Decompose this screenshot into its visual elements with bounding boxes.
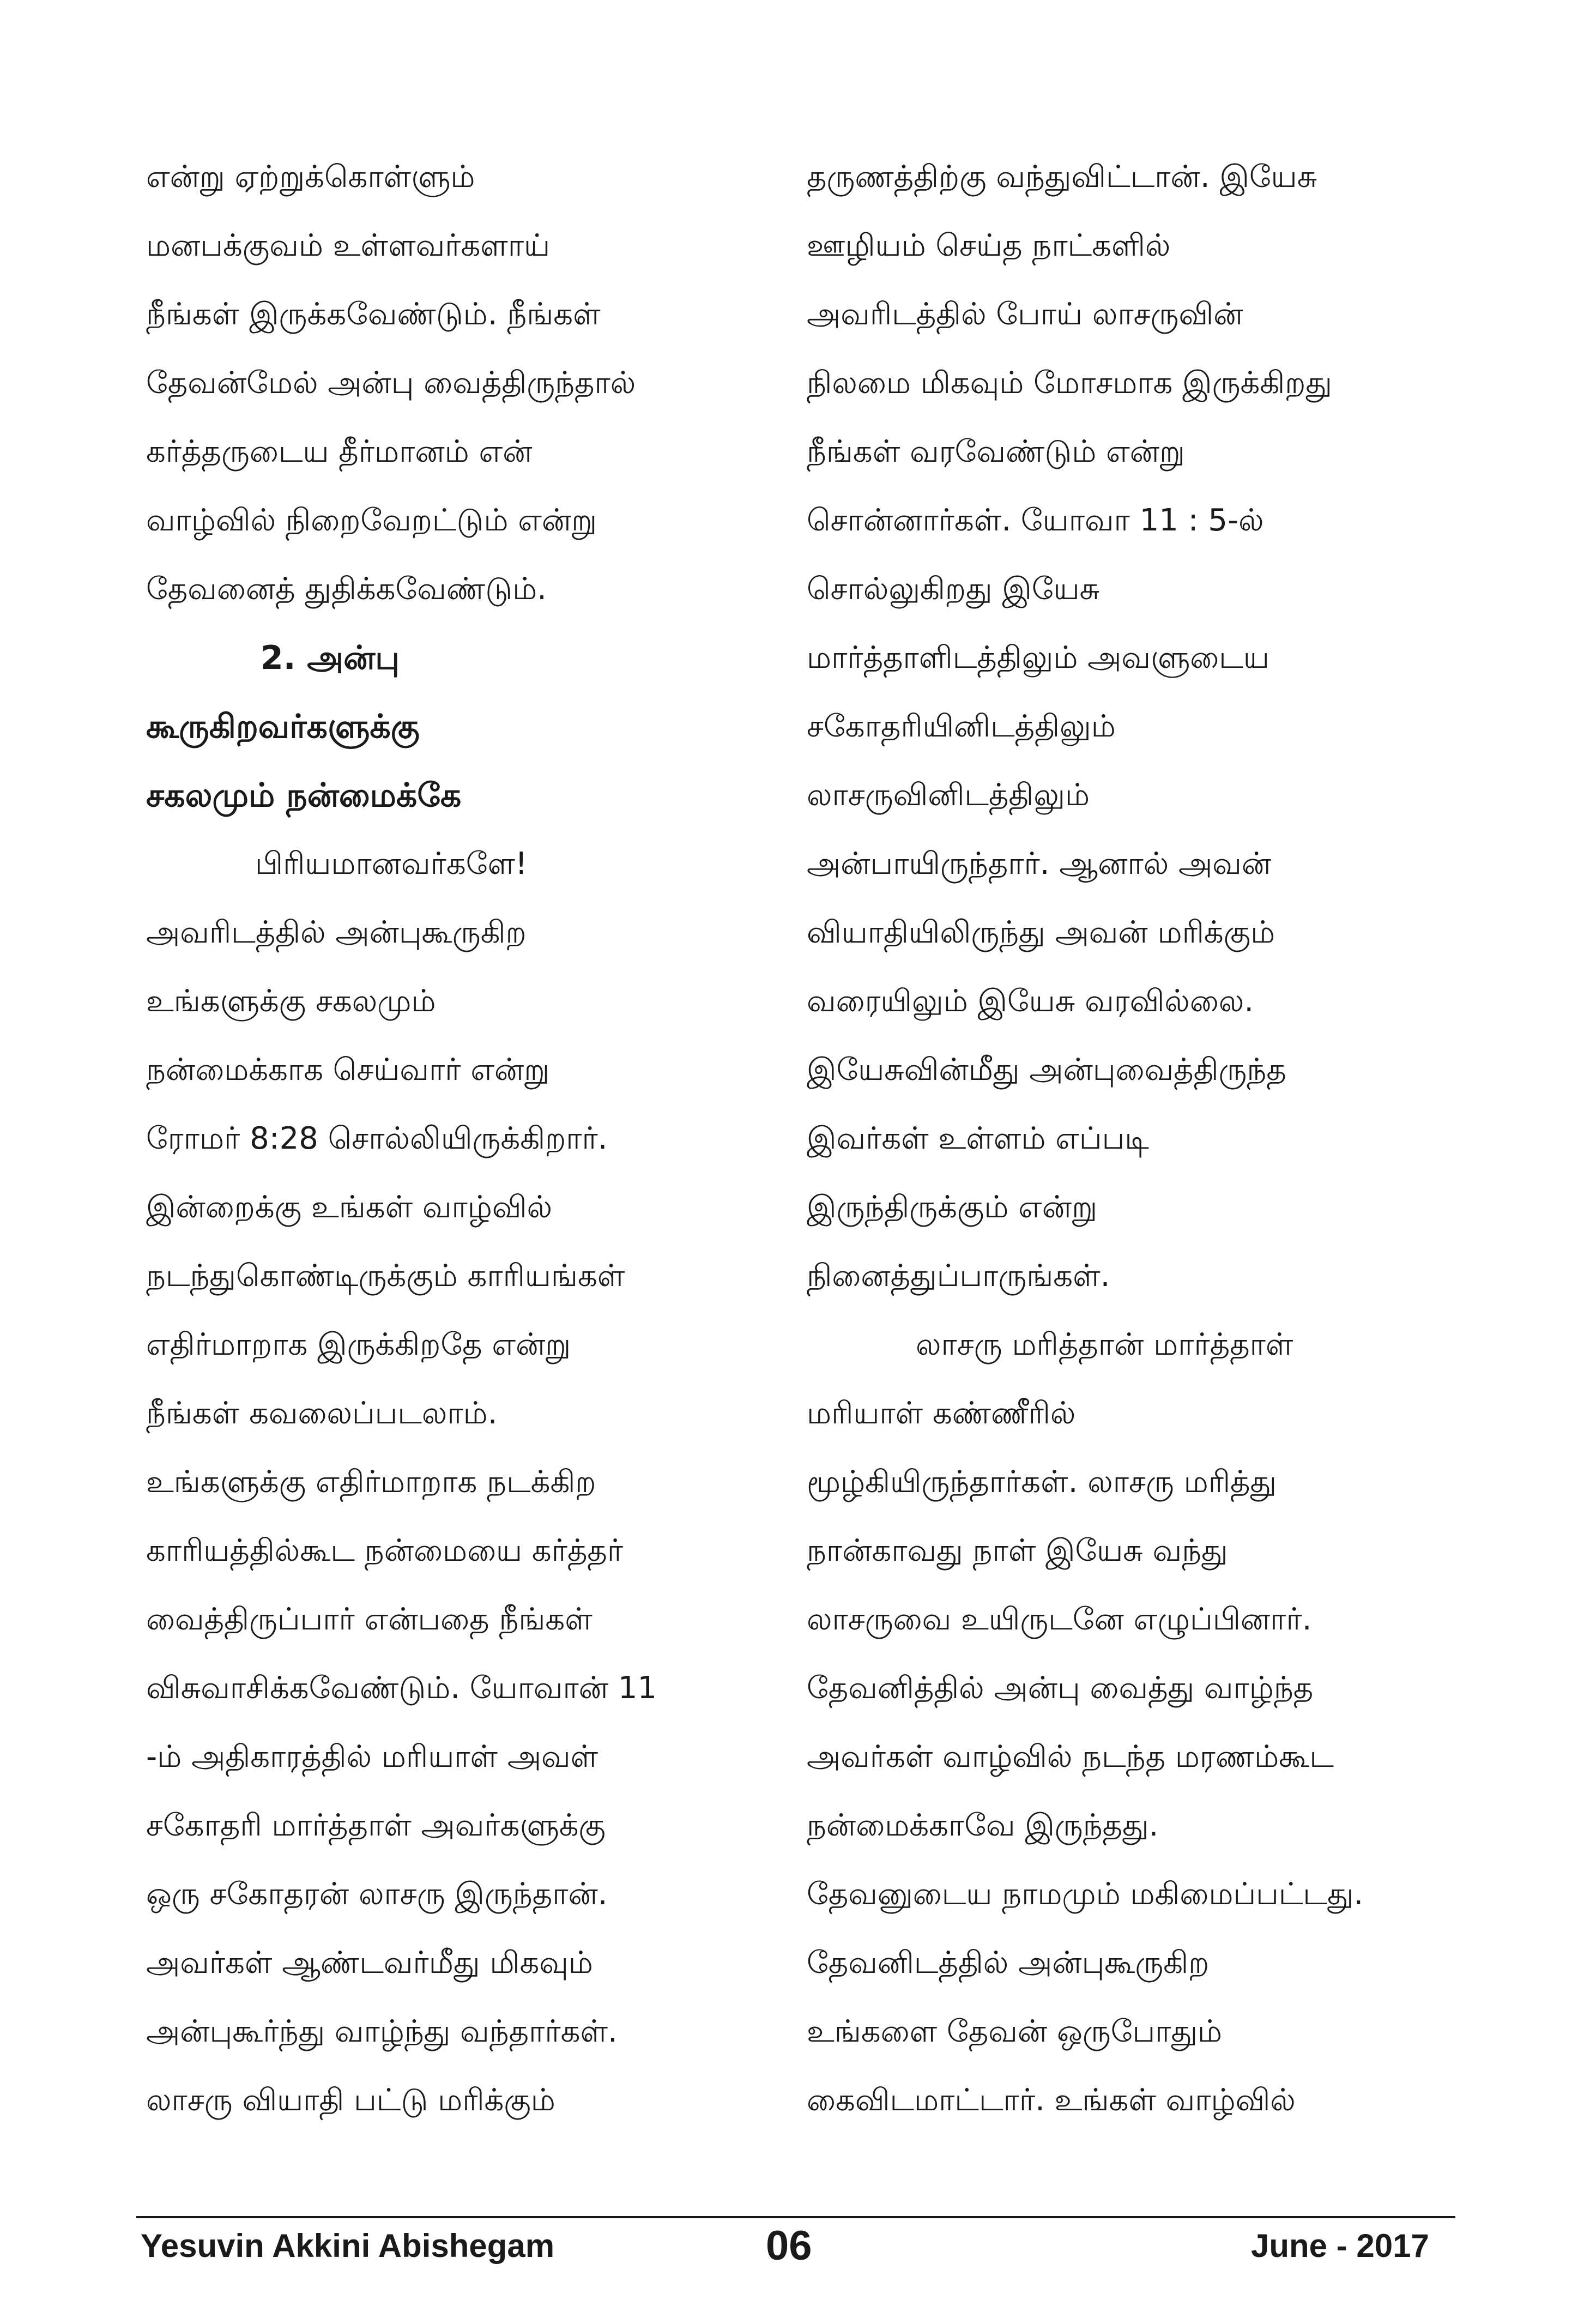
text-line: எதிர்மாறாக இருக்கிறதே என்று (146, 1327, 571, 1362)
text-line: உங்களை தேவன் ஒருபோதும் (807, 2014, 1223, 2049)
section-heading-line: சகலமும் நன்மைக்கே (146, 776, 462, 814)
text-line: லாசருவை உயிருடனே எழுப்பினார். (807, 1602, 1312, 1637)
text-line: மார்த்தாளிடத்திலும் அவளுடைய (807, 640, 1269, 675)
left-text-column (146, 143, 811, 2135)
text-line: இவர்கள் உள்ளம் எப்படி (807, 1121, 1149, 1156)
text-line: சொன்னார்கள். யோவா 11 : 5-ல் (807, 503, 1264, 538)
section-heading-line: 2. அன்பு (261, 639, 400, 677)
text-line: வாழ்வில் நிறைவேறட்டும் என்று (146, 503, 597, 538)
text-line: நிலமை மிகவும் மோசமாக இருக்கிறது (807, 365, 1332, 401)
footer-divider (136, 2216, 1455, 2218)
text-line: தேவன்மேல் அன்பு வைத்திருந்தால் (146, 365, 636, 401)
text-line: தேவனுடைய நாமமும் மகிமைப்பட்டது. (807, 1876, 1364, 1912)
text-line: உங்களுக்கு சகலமும் (146, 983, 436, 1019)
text-line: அவர்கள் ஆண்டவர்மீது மிகவும் (146, 1945, 593, 1981)
text-line: கர்த்தருடைய தீர்மானம் என் (146, 434, 533, 469)
text-line: நீங்கள் வரவேண்டும் என்று (807, 434, 1185, 469)
text-line: சொல்லுகிறது இயேசு (807, 571, 1100, 607)
text-line: நன்மைக்காவே இருந்தது. (807, 1808, 1159, 1843)
text-line: பிரியமானவர்களே! (255, 846, 528, 882)
text-line: சகோதரி மார்த்தாள் அவர்களுக்கு (146, 1808, 606, 1843)
text-line: தேவனைத் துதிக்கவேண்டும். (146, 571, 547, 607)
text-line: உங்களுக்கு எதிர்மாறாக நடக்கிற (146, 1464, 596, 1500)
text-line: நடந்துகொண்டிருக்கும் காரியங்கள் (146, 1258, 625, 1294)
text-line: லாசருவினிடத்திலும் (807, 777, 1090, 813)
text-line: தேவனித்தில் அன்பு வைத்து வாழ்ந்த (807, 1670, 1314, 1706)
text-line: அவரிடத்தில் போய் லாசருவின் (807, 297, 1243, 332)
text-line: கைவிடமாட்டார். உங்கள் வாழ்வில் (807, 2082, 1296, 2118)
text-line: நன்மைக்காக செய்வார் என்று (146, 1052, 550, 1088)
text-line: தேவனிடத்தில் அன்புகூருகிற (807, 1945, 1210, 1981)
text-line: அவர்கள் வாழ்வில் நடந்த மரணம்கூட (807, 1739, 1334, 1774)
text-line: விசுவாசிக்கவேண்டும். யோவான் 11 (146, 1670, 657, 1706)
text-line: நினைத்துப்பாருங்கள். (807, 1258, 1110, 1294)
text-line: அன்பாயிருந்தார். ஆனால் அவன் (807, 846, 1272, 882)
text-line: ரோமர் 8:28 சொல்லியிருக்கிறார். (146, 1121, 608, 1156)
text-line: அவரிடத்தில் அன்புகூருகிற (146, 915, 527, 950)
right-text-column (807, 143, 1472, 2135)
section-heading-line: கூருகிறவர்களுக்கு (146, 708, 420, 746)
text-line: நீங்கள் இருக்கவேண்டும். நீங்கள் (146, 297, 601, 332)
text-line: நான்காவது நாள் இயேசு வந்து (807, 1533, 1228, 1568)
text-line: நீங்கள் கவலைப்படலாம். (146, 1396, 498, 1431)
text-line: வரையிலும் இயேசு வரவில்லை. (807, 983, 1254, 1019)
text-line: லாசரு வியாதி பட்டு மரிக்கும் (146, 2082, 555, 2118)
text-line: வைத்திருப்பார் என்பதை நீங்கள் (146, 1602, 592, 1637)
footer-date: June - 2017 (1251, 2228, 1429, 2264)
text-line: இருந்திருக்கும் என்று (807, 1190, 1098, 1225)
text-line: லாசரு மரித்தான் மார்த்தாள் (916, 1327, 1293, 1362)
text-line: அன்புகூர்ந்து வாழ்ந்து வந்தார்கள். (146, 2014, 618, 2049)
text-line: வியாதியிலிருந்து அவன் மரிக்கும் (807, 915, 1275, 950)
text-line: ஒரு சகோதரன் லாசரு இருந்தான். (146, 1876, 608, 1912)
text-line: மரியாள் கண்ணீரில் (807, 1396, 1076, 1431)
text-line: மனபக்குவம் உள்ளவர்களாய் (146, 228, 551, 263)
text-line: என்று ஏற்றுக்கொள்ளும் (146, 159, 475, 195)
text-line: -ம் அதிகாரத்தில் மரியாள் அவள் (146, 1739, 598, 1774)
text-line: இயேசுவின்மீது அன்புவைத்திருந்த (807, 1052, 1286, 1088)
footer-publication-title: Yesuvin Akkini Abishegam (141, 2228, 555, 2264)
footer-page-number: 06 (766, 2223, 812, 2269)
text-line: இன்றைக்கு உங்கள் வாழ்வில் (146, 1190, 553, 1225)
text-line: காரியத்தில்கூட நன்மையை கர்த்தர் (146, 1533, 624, 1568)
text-line: மூழ்கியிருந்தார்கள். லாசரு மரித்து (807, 1464, 1277, 1500)
text-line: தருணத்திற்கு வந்துவிட்டான். இயேசு (807, 159, 1317, 195)
text-line: ஊழியம் செய்த நாட்களில் (807, 228, 1171, 263)
text-line: சகோதரியினிடத்திலும் (807, 709, 1116, 744)
